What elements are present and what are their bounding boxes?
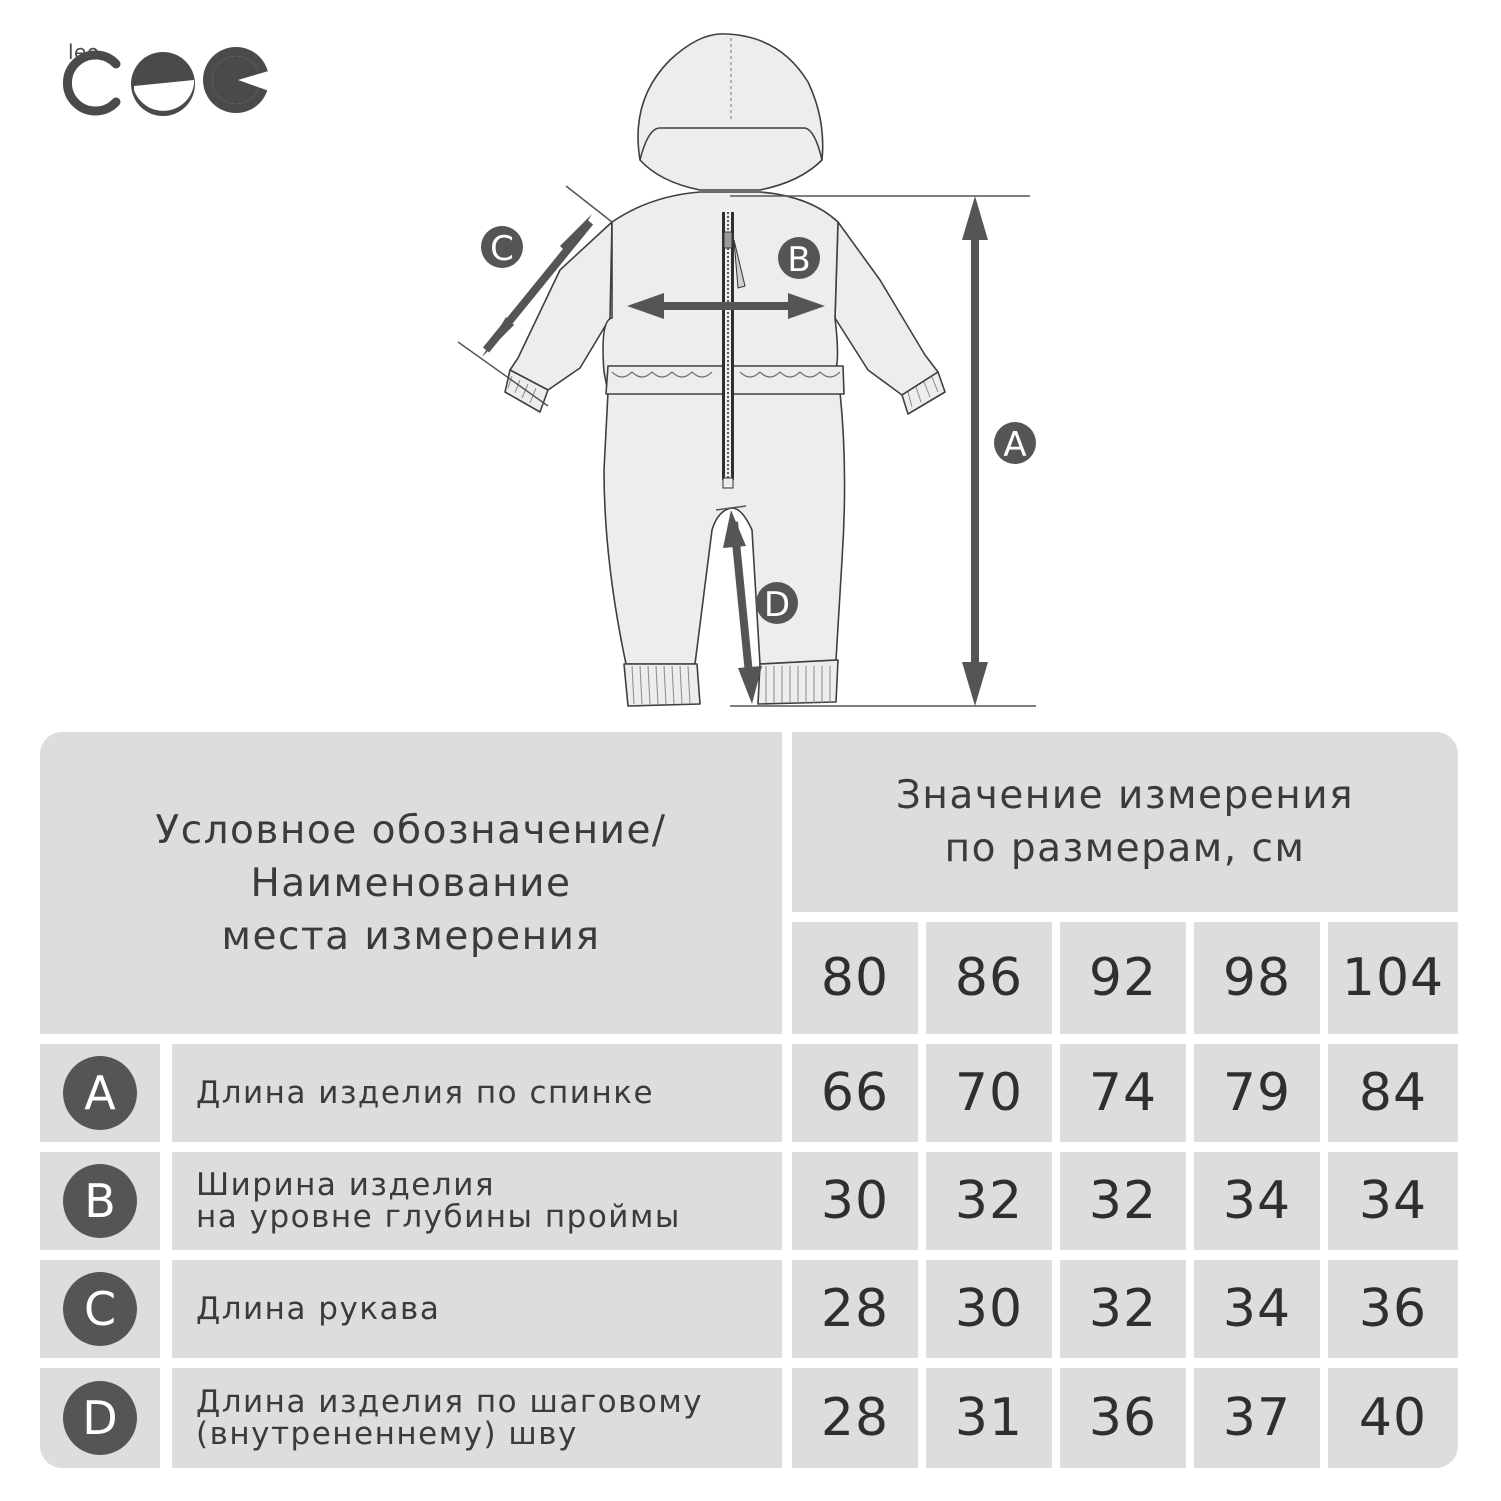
row-label: Длина изделия по спинке (196, 1075, 655, 1111)
value: 36 (1088, 1388, 1158, 1448)
value: 37 (1222, 1388, 1292, 1448)
value: 28 (820, 1279, 890, 1339)
size-header-label: 80 (820, 948, 890, 1008)
value: 79 (1222, 1063, 1292, 1123)
row-label-cell (172, 1260, 782, 1358)
row-letter-cell (40, 1152, 160, 1250)
value-cell (792, 1368, 918, 1468)
value: 30 (820, 1171, 890, 1231)
value-cell (1194, 1152, 1320, 1250)
size-header-label: 92 (1088, 948, 1158, 1008)
letter-d-badge: D (63, 1381, 137, 1455)
row-letter-cell (40, 1368, 160, 1468)
size-header (1328, 922, 1458, 1034)
size-header (1060, 922, 1186, 1034)
header-values-text: Значение измерения по размерам, см (895, 773, 1355, 871)
row-label: Длина изделия по шаговому (внутрененнему) шву (196, 1384, 704, 1452)
size-header-label: 86 (954, 948, 1024, 1008)
letter-b-badge: B (63, 1164, 137, 1238)
header-values (792, 732, 1458, 912)
value-cell (1060, 1260, 1186, 1358)
value: 32 (1088, 1171, 1158, 1231)
value-cell (1328, 1044, 1458, 1142)
letter-c-badge: C (63, 1272, 137, 1346)
value-cell (792, 1152, 918, 1250)
letter-a-badge: A (63, 1056, 137, 1130)
marker-d-label: D (763, 585, 791, 625)
value: 84 (1358, 1063, 1428, 1123)
size-header-label: 98 (1222, 948, 1292, 1008)
hood-shape (638, 34, 823, 190)
value: 36 (1358, 1279, 1428, 1339)
marker-a-label: A (1003, 425, 1027, 465)
size-header (1194, 922, 1320, 1034)
size-header-label: 104 (1341, 948, 1445, 1008)
value: 34 (1222, 1171, 1292, 1231)
value: 32 (954, 1171, 1024, 1231)
value: 31 (954, 1388, 1024, 1448)
value-cell (926, 1152, 1052, 1250)
marker-c-label: C (490, 229, 514, 269)
value: 40 (1358, 1388, 1428, 1448)
value-cell (1194, 1044, 1320, 1142)
value-cell (1060, 1368, 1186, 1468)
value: 28 (820, 1388, 890, 1448)
value: 74 (1088, 1063, 1158, 1123)
row-label-cell (172, 1152, 782, 1250)
value-cell (1060, 1152, 1186, 1250)
value-cell (1194, 1260, 1320, 1358)
jumpsuit-diagram (440, 20, 1060, 720)
value: 70 (954, 1063, 1024, 1123)
row-label: Ширина изделия на уровне глубины проймы (196, 1167, 681, 1235)
value-cell (792, 1044, 918, 1142)
value: 34 (1222, 1279, 1292, 1339)
row-letter-cell (40, 1260, 160, 1358)
value-cell (1328, 1368, 1458, 1468)
marker-a (994, 422, 1036, 465)
brand-logo (58, 40, 278, 120)
marker-b-label: B (787, 240, 811, 280)
value-cell (926, 1260, 1052, 1358)
logo-small-text: leo (68, 40, 100, 64)
value-cell (1060, 1044, 1186, 1142)
size-header (926, 922, 1052, 1034)
right-sleeve (835, 222, 938, 395)
value-cell (1328, 1260, 1458, 1358)
marker-c (481, 226, 523, 269)
value-cell (1194, 1368, 1320, 1468)
value: 34 (1358, 1171, 1428, 1231)
value: 32 (1088, 1279, 1158, 1339)
header-designation (40, 732, 782, 1034)
row-letter-cell (40, 1044, 160, 1142)
value-cell (792, 1260, 918, 1358)
header-designation-text: Условное обозначение/ Наименование места измерения (155, 807, 667, 959)
value-cell (926, 1368, 1052, 1468)
size-header (792, 922, 918, 1034)
value: 66 (820, 1063, 890, 1123)
row-label-cell (172, 1368, 782, 1468)
value-cell (1328, 1152, 1458, 1250)
value: 30 (954, 1279, 1024, 1339)
row-label-cell (172, 1044, 782, 1142)
size-table (40, 732, 1458, 1468)
value-cell (926, 1044, 1052, 1142)
row-label: Длина рукава (196, 1291, 441, 1327)
